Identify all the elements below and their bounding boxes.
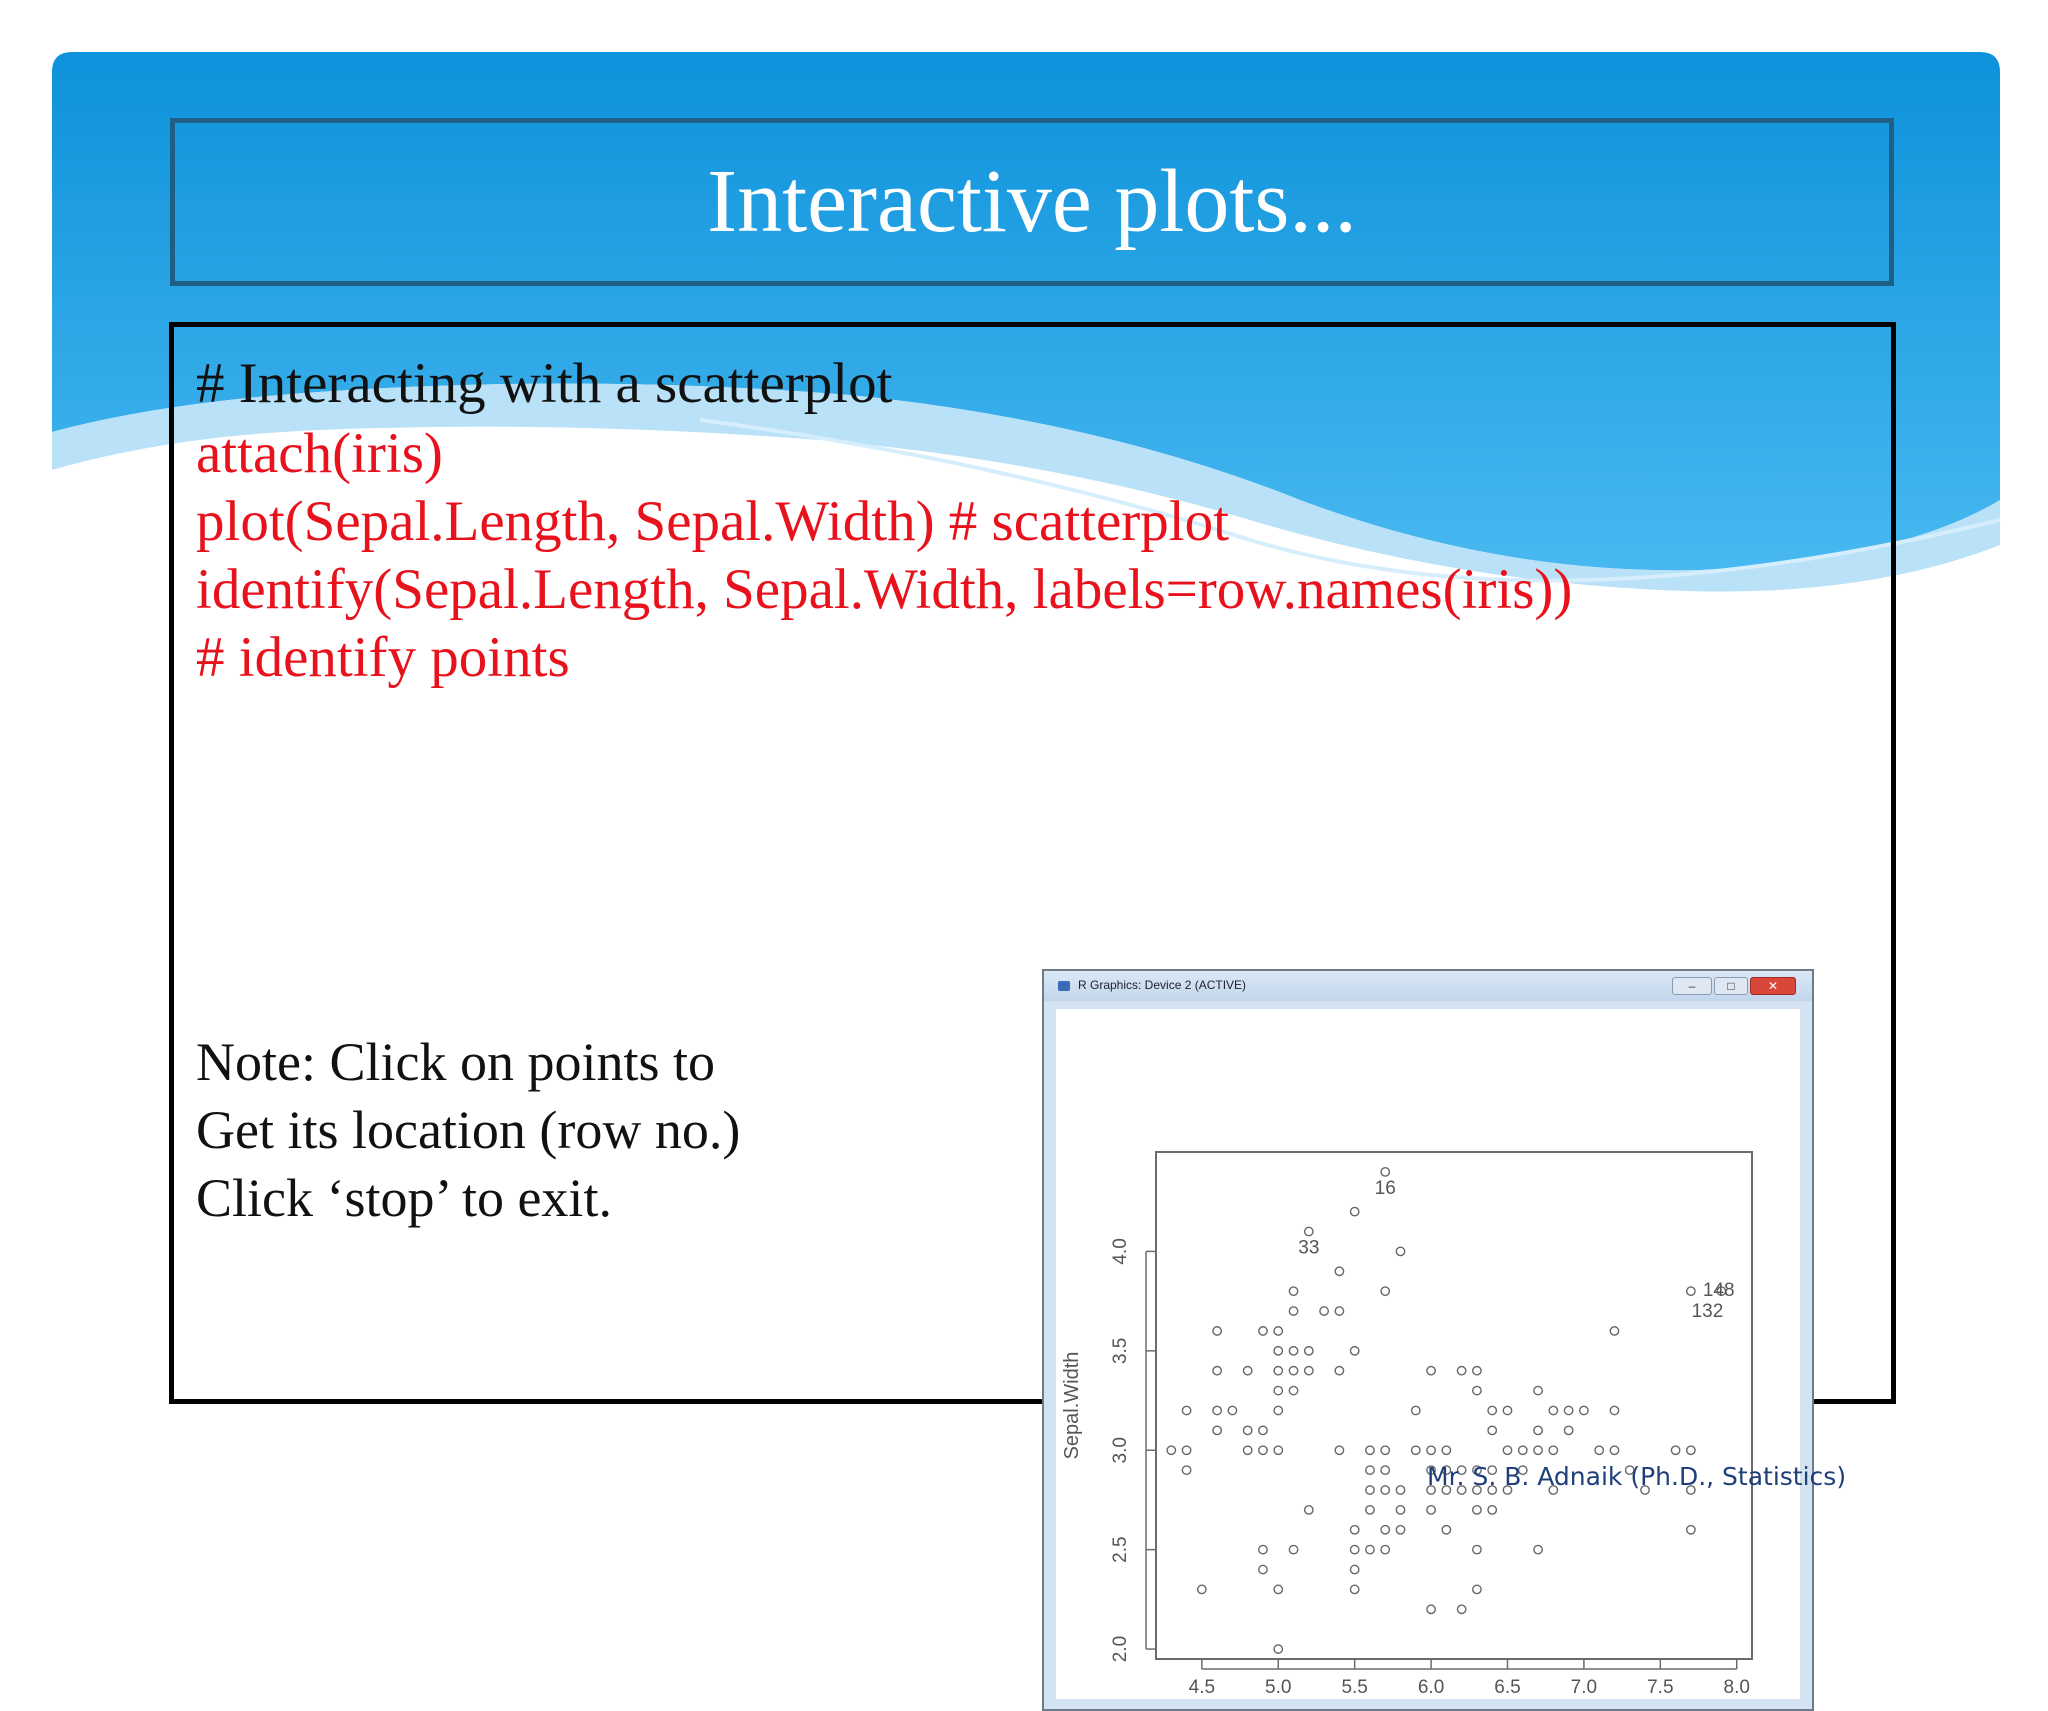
data-point — [1350, 1526, 1358, 1534]
data-point — [1671, 1446, 1679, 1454]
data-point — [1534, 1446, 1542, 1454]
data-point — [1519, 1446, 1527, 1454]
data-point — [1427, 1605, 1435, 1613]
note-line-3: Click ‘stop’ to exit. — [196, 1168, 612, 1228]
data-point — [1213, 1367, 1221, 1375]
data-point — [1335, 1267, 1343, 1275]
data-point — [1564, 1406, 1572, 1414]
data-point — [1274, 1347, 1282, 1355]
data-point — [1274, 1386, 1282, 1394]
note-line-2: Get its location (row no.) — [196, 1100, 741, 1160]
data-point — [1534, 1545, 1542, 1553]
title-box — [170, 118, 1894, 286]
data-point — [1243, 1367, 1251, 1375]
data-point — [1350, 1565, 1358, 1573]
data-point — [1473, 1545, 1481, 1553]
data-point — [1320, 1307, 1328, 1315]
data-point — [1442, 1526, 1450, 1534]
data-point — [1289, 1386, 1297, 1394]
data-point — [1305, 1367, 1313, 1375]
data-point — [1213, 1426, 1221, 1434]
data-point — [1381, 1486, 1389, 1494]
data-point — [1687, 1446, 1695, 1454]
point-annotation: 16 — [1374, 1177, 1396, 1199]
y-tick-label: 3.5 — [1110, 1337, 1131, 1365]
data-point — [1366, 1486, 1374, 1494]
data-point — [1396, 1526, 1404, 1534]
data-point — [1259, 1426, 1267, 1434]
data-point — [1503, 1406, 1511, 1414]
data-point — [1610, 1406, 1618, 1414]
x-tick-label: 5.0 — [1265, 1677, 1292, 1698]
r-window-title: R Graphics: Device 2 (ACTIVE) — [1078, 978, 1247, 992]
code-identify-line: identify(Sepal.Length, Sepal.Width, labels=row.names(iris)) — [196, 558, 1573, 621]
data-point — [1549, 1406, 1557, 1414]
data-point — [1381, 1287, 1389, 1295]
data-point — [1182, 1466, 1190, 1474]
y-tick-label: 4.0 — [1110, 1238, 1131, 1265]
data-point — [1274, 1585, 1282, 1593]
x-tick-label: 7.0 — [1570, 1677, 1598, 1698]
code-identify-comment-line: # identify points — [196, 626, 570, 689]
data-point — [1366, 1545, 1374, 1553]
note-line-1: Note: Click on points to — [196, 1032, 715, 1092]
plot-frame — [1156, 1152, 1752, 1659]
data-point — [1442, 1446, 1450, 1454]
data-point — [1457, 1367, 1465, 1375]
y-axis-label: Sepal.Width — [1061, 1351, 1083, 1460]
data-point — [1335, 1307, 1343, 1315]
data-point — [1335, 1367, 1343, 1375]
r-app-icon — [1058, 981, 1070, 991]
data-point — [1274, 1406, 1282, 1414]
x-tick-label: 7.5 — [1647, 1677, 1674, 1698]
y-tick-label: 3.0 — [1110, 1437, 1131, 1464]
point-annotation: 33 — [1298, 1237, 1320, 1259]
data-point — [1473, 1367, 1481, 1375]
data-point — [1289, 1307, 1297, 1315]
data-point — [1396, 1506, 1404, 1514]
data-point — [1595, 1446, 1603, 1454]
data-point — [1198, 1585, 1206, 1593]
data-point — [1396, 1247, 1404, 1255]
minimize-icon[interactable]: – — [1672, 977, 1712, 995]
r-plot-canvas — [1056, 1009, 1800, 1699]
data-point — [1289, 1545, 1297, 1553]
y-tick-label: 2.5 — [1110, 1536, 1131, 1563]
data-point — [1274, 1327, 1282, 1335]
code-plot-line: plot(Sepal.Length, Sepal.Width) # scatterplot — [196, 490, 1229, 553]
data-point — [1381, 1168, 1389, 1176]
data-point — [1457, 1605, 1465, 1613]
y-tick-label: 2.0 — [1110, 1635, 1131, 1663]
maximize-icon[interactable]: □ — [1714, 977, 1748, 995]
data-point — [1167, 1446, 1175, 1454]
scatterplot — [1056, 1009, 1800, 1699]
data-point — [1274, 1645, 1282, 1653]
code-comment-line: # Interacting with a scatterplot — [196, 352, 893, 415]
data-point — [1488, 1426, 1496, 1434]
data-point — [1427, 1446, 1435, 1454]
data-point — [1213, 1406, 1221, 1414]
point-annotation: 132 — [1691, 1301, 1724, 1323]
data-point — [1687, 1287, 1695, 1295]
data-point — [1350, 1545, 1358, 1553]
data-point — [1427, 1367, 1435, 1375]
data-point — [1549, 1446, 1557, 1454]
data-point — [1259, 1446, 1267, 1454]
r-window-titlebar[interactable] — [1044, 971, 1812, 1001]
data-point — [1259, 1565, 1267, 1573]
data-point — [1396, 1486, 1404, 1494]
data-point — [1687, 1526, 1695, 1534]
data-point — [1305, 1506, 1313, 1514]
data-point — [1534, 1426, 1542, 1434]
data-point — [1350, 1207, 1358, 1215]
data-point — [1259, 1327, 1267, 1335]
data-point — [1182, 1446, 1190, 1454]
data-point — [1289, 1347, 1297, 1355]
data-point — [1381, 1466, 1389, 1474]
data-point — [1243, 1446, 1251, 1454]
code-attach-line: attach(iris) — [196, 422, 443, 485]
data-point — [1274, 1446, 1282, 1454]
data-point — [1305, 1347, 1313, 1355]
data-point — [1350, 1347, 1358, 1355]
author-footer: Mr. S. B. Adnaik (Ph.D., Statistics) — [1427, 1462, 1847, 1491]
data-point — [1473, 1585, 1481, 1593]
data-point — [1366, 1466, 1374, 1474]
data-point — [1182, 1406, 1190, 1414]
slide-title: Interactive plots... — [707, 152, 1357, 251]
data-point — [1259, 1545, 1267, 1553]
x-tick-label: 5.5 — [1341, 1677, 1368, 1698]
data-point — [1412, 1446, 1420, 1454]
r-graphics-window — [1042, 969, 1814, 1711]
data-point — [1366, 1506, 1374, 1514]
x-tick-label: 6.5 — [1494, 1677, 1521, 1698]
data-point — [1412, 1406, 1420, 1414]
data-point — [1213, 1327, 1221, 1335]
x-tick-label: 8.0 — [1723, 1677, 1750, 1698]
data-point — [1274, 1367, 1282, 1375]
data-point — [1289, 1287, 1297, 1295]
data-point — [1381, 1526, 1389, 1534]
data-point — [1534, 1386, 1542, 1394]
close-icon[interactable]: ✕ — [1750, 977, 1796, 995]
data-point — [1488, 1506, 1496, 1514]
data-point — [1488, 1406, 1496, 1414]
data-point — [1243, 1426, 1251, 1434]
data-point — [1381, 1545, 1389, 1553]
data-point — [1610, 1446, 1618, 1454]
data-point — [1473, 1386, 1481, 1394]
data-point — [1427, 1506, 1435, 1514]
data-point — [1366, 1446, 1374, 1454]
data-point — [1305, 1227, 1313, 1235]
x-tick-label: 4.5 — [1188, 1677, 1216, 1698]
data-point — [1335, 1446, 1343, 1454]
data-point — [1580, 1406, 1588, 1414]
data-point — [1228, 1406, 1236, 1414]
data-point — [1564, 1426, 1572, 1434]
data-point — [1610, 1327, 1618, 1335]
point-annotation: 148 — [1702, 1280, 1735, 1302]
data-point — [1473, 1506, 1481, 1514]
data-point — [1381, 1446, 1389, 1454]
x-tick-label: 6.0 — [1417, 1677, 1445, 1698]
data-point — [1350, 1585, 1358, 1593]
data-point — [1503, 1446, 1511, 1454]
data-point — [1289, 1367, 1297, 1375]
